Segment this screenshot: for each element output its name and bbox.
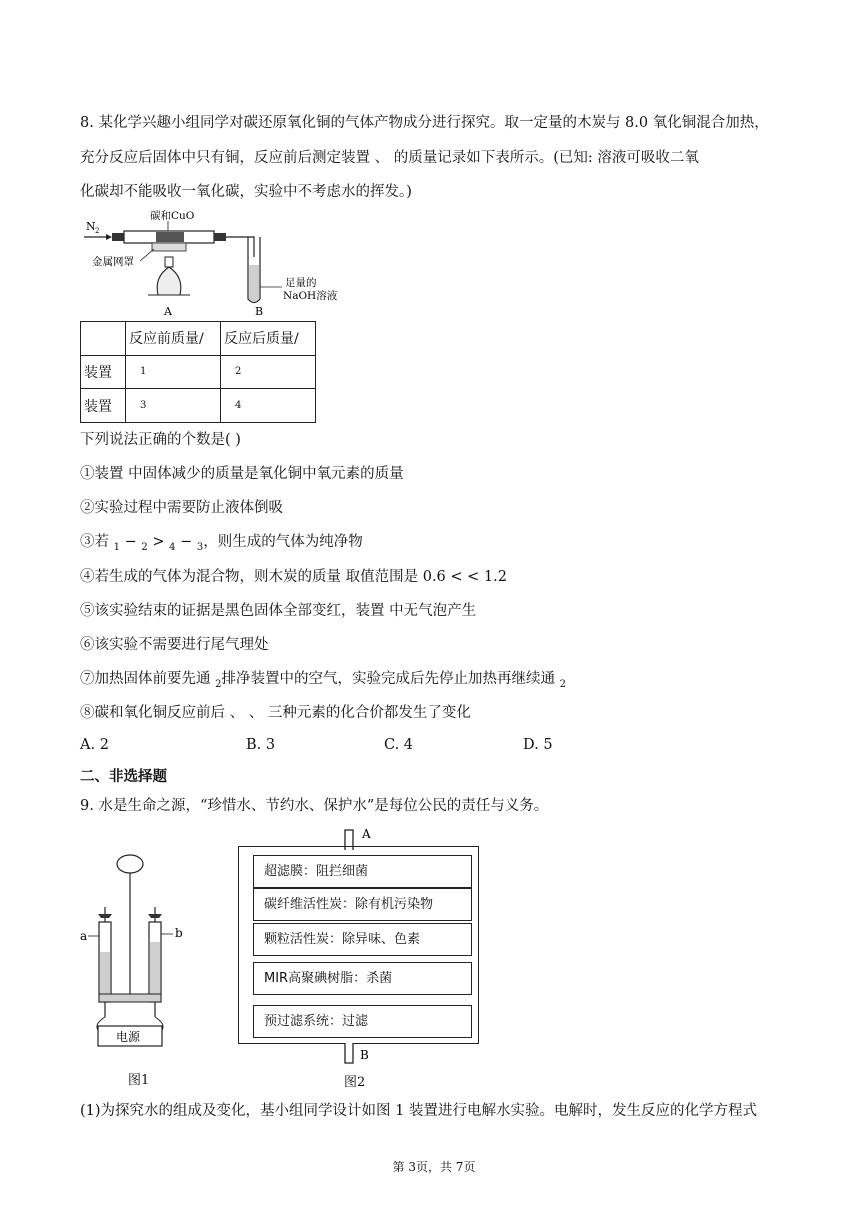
filter-layer: 颗粒活性炭：除异味、色素 xyxy=(253,923,472,956)
alcohol-lamp xyxy=(157,267,181,295)
q9-part1: (1)为探究水的组成及变化，基小组同学设计如图 1 装置进行电解水实验。电解时，发生反应的化学方程式 xyxy=(80,1103,757,1119)
statement-3-part: − xyxy=(175,534,197,550)
table-cell: 2 xyxy=(221,355,316,389)
left-stopcock xyxy=(98,914,112,918)
sample-carbon-cuo xyxy=(156,232,184,242)
statement-3 xyxy=(80,532,363,558)
n2-sub: 2 xyxy=(95,227,100,235)
fig1-caption: 图1 xyxy=(128,1073,150,1088)
fig2-caption: 图2 xyxy=(344,1075,366,1090)
statement-8: ⑧碳和氧化铜反应前后 、 、 三种元素的化合价都发生了变化 xyxy=(80,705,471,721)
q8-line-1: 8. 某化学兴趣小组同学对碳还原氧化铜的气体产物成分进行探究。取一定量的木炭与 8.0 氧化铜混合加热， xyxy=(80,115,769,131)
statement-3-sub: 2 xyxy=(141,541,148,553)
delivery-tube xyxy=(226,237,254,257)
table-header-cell: 反应后质量/ xyxy=(221,322,316,356)
apparatus-label-b: B xyxy=(255,305,264,318)
statement-6: ⑥该实验不需要进行尾气理处 xyxy=(80,637,269,653)
naoh-label-1: 足量的 xyxy=(285,277,317,289)
option-c[interactable]: C. 4 xyxy=(384,737,414,753)
table-cell: 4 xyxy=(221,389,316,423)
fig1-label-b: b xyxy=(175,926,183,940)
mass-record-table xyxy=(80,321,316,423)
statement-3-part: > xyxy=(147,534,170,550)
table-cell: 3 xyxy=(126,389,221,423)
filter-layer: 预过滤系统：过滤 xyxy=(253,1005,472,1038)
option-b[interactable]: B. 3 xyxy=(246,737,276,753)
option-d[interactable]: D. 5 xyxy=(523,737,553,753)
filter-outlet-pipe xyxy=(340,1043,380,1065)
table-cell: 装置 xyxy=(81,355,126,389)
mesh-label: 金属网罩 xyxy=(92,256,134,268)
statement-7-sub: 2 xyxy=(559,678,566,690)
statement-3-sub: 1 xyxy=(113,541,120,553)
answer-options xyxy=(80,737,600,757)
table-cell: 1 xyxy=(126,355,221,389)
statement-4: ④若生成的气体为混合物，则木炭的质量 取值范围是 0.6 < < 1.2 xyxy=(80,569,507,585)
table-header-row xyxy=(81,322,316,356)
statement-5: ⑤该实验结束的证据是黑色固体全部变红，装置 中无气泡产生 xyxy=(80,603,477,619)
statement-3-part: ，则生成的气体为纯净物 xyxy=(203,534,363,550)
n2-arrow-head xyxy=(106,234,112,240)
funnel-bulb xyxy=(117,855,143,873)
tube-stopper-right xyxy=(214,233,226,241)
tube-stopper-left xyxy=(112,233,124,241)
q8-prompt: 下列说法正确的个数是( ) xyxy=(80,432,241,448)
apparatus-diagram xyxy=(78,207,368,317)
statement-3-part: − xyxy=(119,534,142,550)
statement-3-part: ③若 xyxy=(80,534,114,550)
apparatus-label-a: A xyxy=(164,305,172,318)
fig2-outlet-label: B xyxy=(360,1048,369,1062)
section-title: 二、非选择题 xyxy=(80,768,167,785)
sample-label: 碳和CuO xyxy=(150,210,195,222)
naoh-solution xyxy=(249,265,259,302)
fig2-inlet-label: A xyxy=(362,827,371,841)
metal-mesh xyxy=(152,243,186,251)
filter-layer: MIR高聚碘树脂：杀菌 xyxy=(253,962,472,995)
statement-3-sub: 3 xyxy=(196,541,204,553)
filter-layer: 超滤膜：阻拦细菌 xyxy=(253,855,472,888)
electrolysis-diagram xyxy=(76,852,196,1052)
water-filter-diagram xyxy=(238,846,479,1044)
table-cell: 装置 xyxy=(81,389,126,423)
option-a[interactable]: A. 2 xyxy=(80,737,109,753)
statement-7-part: 排净装置中的空气，实验完成后先停止加热再继续通 xyxy=(221,671,560,687)
statement-7 xyxy=(80,669,566,695)
table-row xyxy=(81,389,316,423)
q8-line-3: 化碳却不能吸收一氧化碳，实验中不考虑水的挥发。) xyxy=(80,184,412,200)
filter-layer: 碳纤维活性炭：除有机污染物 xyxy=(253,888,472,921)
power-label: 电源 xyxy=(116,1030,141,1044)
statement-7-part: ⑦加热固体前要先通 xyxy=(80,671,216,687)
naoh-label-2: NaOH溶液 xyxy=(283,290,338,302)
statement-1: ①装置 中固体减少的质量是氧化铜中氧元素的质量 xyxy=(80,466,404,482)
table-header-cell xyxy=(81,322,126,356)
right-stopcock xyxy=(148,914,162,918)
q9-intro: 9. 水是生命之源，“珍惜水、节约水、保护水”是每位公民的责任与义务。 xyxy=(80,798,549,814)
statement-3-sub: 4 xyxy=(169,541,176,553)
statement-7-sub: 2 xyxy=(215,678,222,690)
page-footer: 第 3页，共 7页 xyxy=(392,1160,476,1174)
table-header-cell: 反应前质量/ xyxy=(126,322,221,356)
table-row xyxy=(81,355,316,389)
statement-2: ②实验过程中需要防止液体倒吸 xyxy=(80,500,283,516)
fig1-label-a: a xyxy=(80,929,88,943)
n2-label: N xyxy=(86,220,96,233)
q8-line-2: 充分反应后固体中只有铜，反应前后测定装置 、 的质量记录如下表所示。(已知: 溶液可吸收二氧 xyxy=(80,150,699,166)
